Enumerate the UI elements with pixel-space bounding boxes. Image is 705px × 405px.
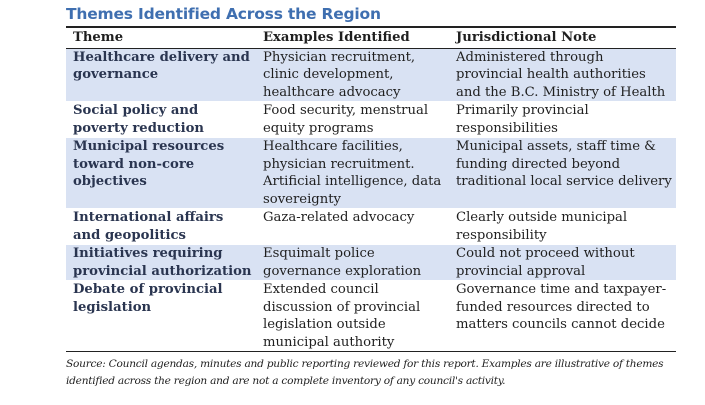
row-theme: Initiatives requiring provincial authorization bbox=[66, 245, 256, 281]
table-row bbox=[66, 138, 676, 209]
header-jurisdictional-note: Jurisdictional Note bbox=[456, 30, 597, 45]
row-examples: Gaza-related advocacy bbox=[263, 210, 415, 225]
header-theme: Theme bbox=[73, 30, 124, 45]
row-examples: Healthcare facilities, physician recruitment. Artificial intelligence, data sovereignty bbox=[256, 138, 449, 209]
table-header-row bbox=[66, 27, 676, 48]
table-row bbox=[66, 209, 676, 245]
row-note: Administered through provincial health authorities and the B.C. Ministry of Health bbox=[449, 48, 676, 102]
table-row bbox=[66, 281, 676, 352]
themes-table bbox=[66, 26, 676, 352]
row-examples: Extended council discussion of provincial legislation outside municipal authority bbox=[263, 282, 421, 350]
row-note: Municipal assets, staff time & funding directed beyond traditional local service delivery bbox=[449, 138, 676, 209]
row-note: Primarily provincial responsibilities bbox=[456, 103, 589, 136]
row-theme: Social policy and poverty reduction bbox=[73, 103, 205, 136]
row-examples: Physician recruitment, clinic development, healthcare advocacy bbox=[256, 48, 449, 102]
row-examples: Food security, menstrual equity programs bbox=[263, 103, 429, 136]
row-examples: Esquimalt police governance exploration bbox=[256, 245, 449, 281]
row-theme: Debate of provincial legislation bbox=[73, 282, 223, 315]
row-theme: International affairs and geopolitics bbox=[73, 210, 224, 243]
themes-table-container bbox=[66, 5, 676, 352]
header-examples: Examples Identified bbox=[263, 30, 410, 45]
row-theme: Municipal resources toward non-core objectives bbox=[66, 138, 256, 209]
row-note: Could not proceed without provincial approval bbox=[449, 245, 676, 281]
row-theme: Healthcare delivery and governance bbox=[66, 48, 256, 102]
row-note: Governance time and taxpayer-funded resources directed to matters councils cannot decide bbox=[456, 282, 667, 332]
source-note: Source: Council agendas, minutes and public reporting reviewed for this report. Examples are illustrative of themes identified across the region and are not a complete inventory of any council's activity. bbox=[66, 358, 664, 387]
table-row bbox=[66, 102, 676, 138]
table-title: Themes Identified Across the Region bbox=[66, 5, 381, 23]
table-row bbox=[66, 245, 676, 281]
row-note: Clearly outside municipal responsibility bbox=[456, 210, 628, 243]
table-row bbox=[66, 48, 676, 102]
